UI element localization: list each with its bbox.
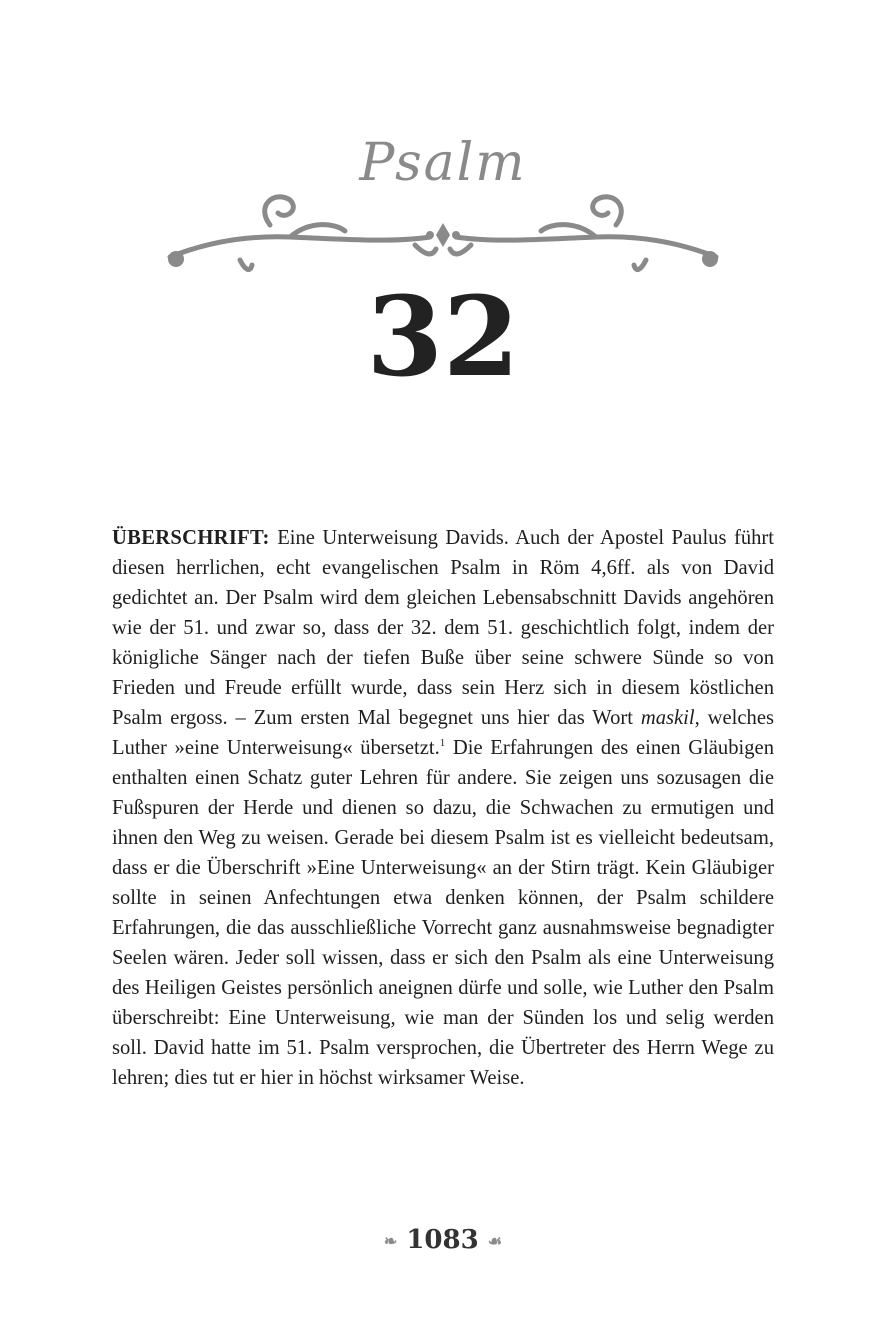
page-number: 1083 bbox=[406, 1225, 479, 1255]
flourish-ornament-icon bbox=[160, 185, 726, 275]
italic-term: maskil bbox=[640, 707, 695, 729]
footer-ornament-left-icon: ❧ bbox=[383, 1231, 398, 1251]
footnote-reference: 1 bbox=[439, 737, 446, 750]
introduction-paragraph bbox=[112, 523, 774, 1093]
page-footer bbox=[0, 1225, 886, 1255]
section-heading: ÜBERSCHRIFT: bbox=[112, 527, 270, 549]
footer-ornament-right-icon: ☙ bbox=[487, 1231, 503, 1251]
psalm-number: 32 bbox=[366, 272, 520, 401]
psalm-title-word: Psalm bbox=[359, 133, 527, 193]
body-text-part: Eine Unterweisung Davids. Auch der Apostel Paulus führt diesen herrlichen, echt evangelischen Psalm in Röm 4,6ff. als von David gedichtet an. Der Psalm wird dem gleichen Lebensabschnitt Davids angehören wie der 51. und zwar so, dass der 32. dem 51. geschichtlich folgt, indem der königliche Sänger nach der tiefen Buße über seine schwere Sünde so von Frieden und Freude erfüllt wurde, dass sein Herz sich in diesem köstlichen Psalm ergoss. – Zum ersten Mal begegnet uns hier das Wort bbox=[112, 527, 774, 729]
body-text-part: Die Erfahrungen des einen Gläubigen enthalten einen Schatz guter Lehren für andere. Sie zeigen uns sozusagen die Fußspuren der Herde und dienen so dazu, die Schwachen zu ermutigen und ihnen den Weg zu weisen. Gerade bei diesem Psalm ist es vielleicht bedeutsam, dass er die Überschrift »Eine Unterweisung« an der Stirn trägt. Kein Gläubiger sollte in seinen Anfechtungen etwa denken können, der Psalm schildere Erfahrungen, die das ausschließliche Vorrecht ganz ausnahmsweise begnadigter Seelen wären. Jeder soll wissen, dass er sich den Psalm als eine Unterweisung des Heiligen Geistes persönlich aneignen dürfe und solle, wie Luther den Psalm überschreibt: Eine Unterweisung, wie man der Sünden los und selig werden soll. David hatte im 51. Psalm versprochen, die Übertreter des Herrn Wege zu lehren; dies tut er hier in höchst wirksamer Weise. bbox=[112, 737, 774, 1089]
body-text-part: , welches Luther »eine Unterweisung« übersetzt. bbox=[112, 707, 774, 759]
